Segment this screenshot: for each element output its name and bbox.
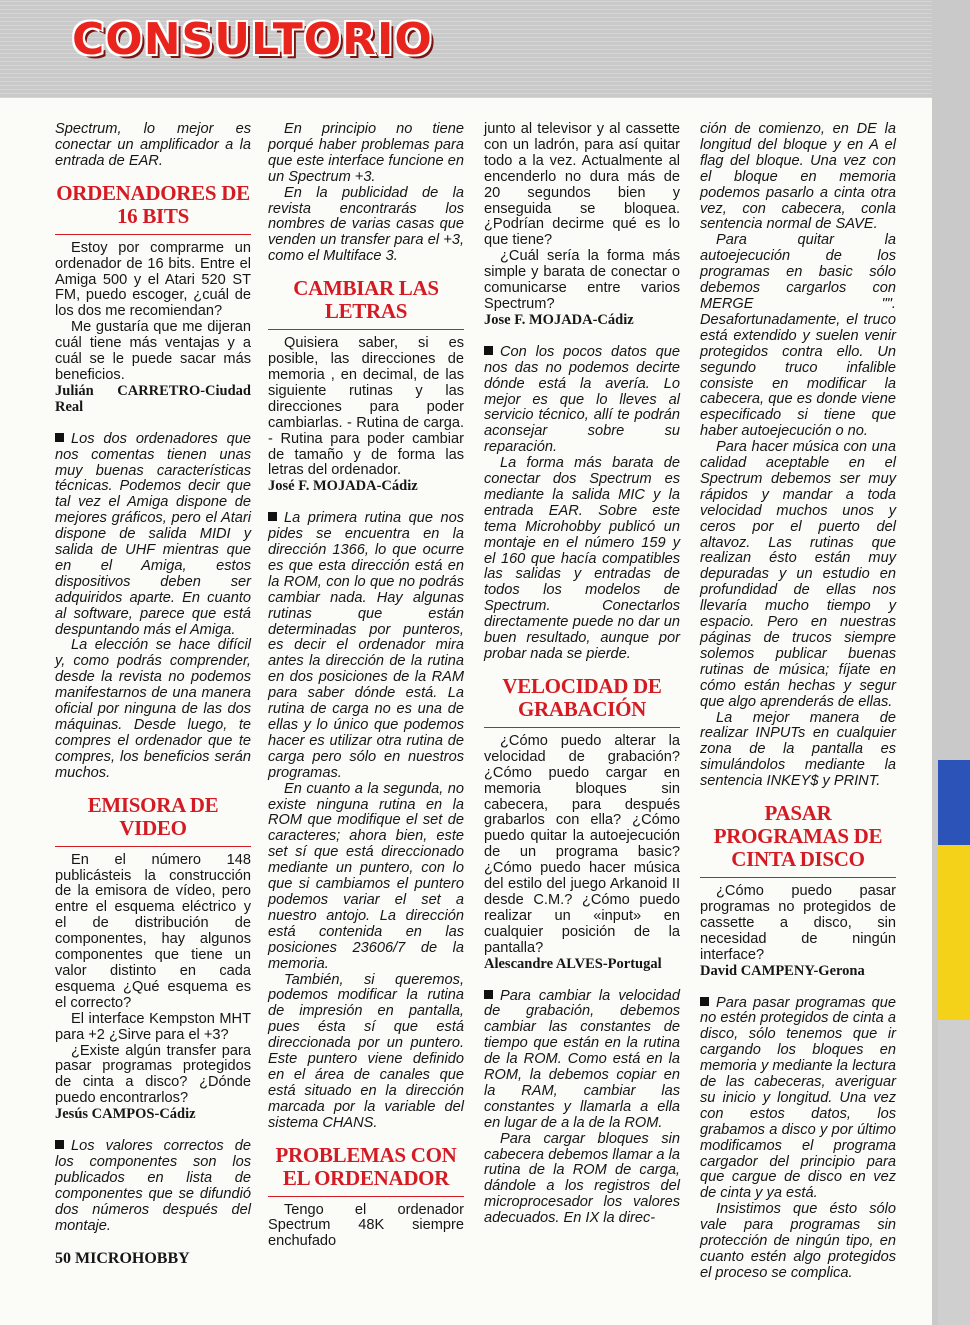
- question-paragraph: ¿Cómo puedo pasar programas no protegidos de cassette a disco, sin necesidad de ningún interface?: [700, 883, 896, 963]
- answer-paragraph: Para hacer música con una calidad aceptable en el Spectrum debemos ser muy rápidos y mandar a toda velocidad muchos unos y ceros por el puerto del altavoz. Las rutinas que realizan ésto están muy depuradas y un estudio en profundidad de ellas nos llevaría mucho tiempo y espacio. Pero en nuestras páginas de trucos siempre solemos publicar buenas rutinas de música; fíjate en cómo están hechas y segur que algo aprenderás de ellas.: [700, 439, 896, 710]
- answer-paragraph: También, si queremos, podemos modificar la rutina de impresión en pantalla, pues ésta sí que está direccionada por un puntero. Este puntero viene definido en el área de canales que está situado en la dirección marcada por la variable del sistema CHANS.: [268, 971, 464, 1131]
- signature: Jose F. MOJADA-Cádiz: [484, 311, 634, 328]
- heading-emisora-video: EMISORA DE VIDEO: [55, 794, 251, 847]
- yellow-band: [938, 845, 970, 1020]
- signature: Jesús CAMPOS-Cádiz: [55, 1106, 196, 1123]
- column-4: [700, 122, 896, 1282]
- answer-paragraph: ción de comienzo, en DE la longitud del bloque y en A el flag del bloque. Una vez con el bloque en memoria podemos pasarlo a cinta otra vez, con cabecera, conla sentencia normal de SAVE.: [700, 121, 896, 233]
- bullet-square-icon: [484, 346, 493, 355]
- question-paragraph: junto al televisor y al cassette con un ladrón, para así quitar todo a la vez. Actualmente al encenderlo no dura más de 20 segundos bien y enseguida se bloquea. ¿Podrían decirme qué es lo que tiene?: [484, 121, 680, 249]
- question-paragraph: El interface Kempston MHT para +2 ¿Sirve para el +3?: [55, 1010, 251, 1043]
- question-paragraph: Tengo el ordenador Spectrum 48K siempre enchufado: [268, 1201, 464, 1250]
- column-2: [268, 122, 464, 1250]
- heading-problemas-ordenador: PROBLEMAS CON EL ORDENADOR: [268, 1144, 464, 1197]
- answer-paragraph: Insistimos que ésto sólo vale para programas sin protección de ningún tipo, en cuanto estén algo protegidos el proceso se complica.: [700, 1201, 896, 1281]
- answer-paragraph: La forma más barata de conectar dos Spectrum es mediante la salida MIC y la entrada EAR. Sobre este tema Microhobby publicó un montaje en el número 159 y el 160 que hacía compatibles las salidas y entradas de todos los modelos de Spectrum. Conectarlos directamente puede no dar un buen resultado, aunque por probar nada se pierde.: [484, 455, 680, 662]
- answer-paragraph: Para cargar bloques sin cabecera debemos llamar a la rutina de la ROM de carga, dándole a los registros del microprocesador los valores adecuados. En IX la direc-: [484, 1130, 680, 1227]
- answer-paragraph: La mejor manera de realizar INPUTs en cualquier zona de la pantalla es simulándolos mediante la sentencia INKEY$ y PRINT.: [700, 709, 896, 790]
- question-paragraph: Estoy por comprarme un ordenador de 16 bits. Entre el Amiga 500 y el Atari 520 ST FM, puedo escoger, ¿cuál de los dos me recomiendan?: [55, 239, 251, 320]
- bullet-square-icon: [55, 1140, 64, 1149]
- grey-band: [938, 1020, 970, 1325]
- bullet-square-icon: [484, 990, 493, 999]
- answer-paragraph: Para pasar programas que no estén protegidos de cinta a disco, sólo tenemos que ir cargando los bloques en memoria y mediante la lectura de las cabeceras, averiguar su inicio y longitud. Una vez con estos datos, los grabamos a disco y por último modificamos el programa cargador del principio para que cargue de disco en vez de cinta y ya está.: [700, 994, 896, 1202]
- signature: Julián CARRETRO-Ciudad Real: [55, 382, 251, 415]
- answer-paragraph: En la publicidad de la revista encontrarás los nombres de varias casas que venden un transfer para el +3, como el Multiface 3.: [268, 184, 464, 265]
- answer-paragraph: Los dos ordenadores que nos comentas tienen unas muy buenas características técnicas. Podemos decir que tal vez el Amiga dispone de mejores gráficos, pero el Atari dispone de salida MIDI y salida de UHF mientras que en el Amiga, estos dispositivos deben ser adquiridos aparte. En cuanto al software, parece que está despuntando más el Amiga.: [55, 430, 251, 638]
- answer-paragraph: Para cambiar la velocidad de grabación, debemos cambiar las constantes de tiempo que están en la rutina de la ROM. Como está en la ROM, la debemos copiar en la RAM, cambiar las constantes y llamarla a ella en lugar de a la de la ROM.: [484, 987, 680, 1131]
- heading-cambiar-letras: CAMBIAR LAS LETRAS: [268, 277, 464, 330]
- column-1: [55, 122, 251, 1234]
- signature: José F. MOJADA-Cádiz: [268, 478, 418, 495]
- page-footer: 50 MICROHOBBY: [55, 1250, 190, 1267]
- answer-paragraph: En principio no tiene porqué haber problemas para que este interface funcione en un Spectrum +3.: [268, 121, 464, 185]
- bullet-square-icon: [700, 997, 709, 1006]
- question-paragraph: ¿Cómo puedo alterar la velocidad de grabación? ¿Cómo puedo cargar en memoria bloques sin cabecera, para después grabarlos con ella? ¿Cómo puedo quitar la autoejecución de un programa basic? ¿Cómo puedo hacer música del estilo del juego Arkanoid II desde C.M.? ¿Cómo puedo realizar un «input» en cualquier posición de la pantalla?: [484, 732, 680, 956]
- column-3: [484, 122, 680, 1227]
- answer-paragraph: Spectrum, lo mejor es conectar un amplificador a la entrada de EAR.: [55, 121, 251, 169]
- blue-band: [938, 760, 970, 848]
- answer-paragraph: Con los pocos datos que nos das no podemos decirte dónde está la avería. Lo mejor es que lo lleves al servicio técnico, allí te podrán aconsejar sobre su reparación.: [484, 343, 680, 456]
- header-banner: [0, 0, 932, 98]
- answer-paragraph: En cuanto a la segunda, no existe ninguna rutina en la ROM que modifique el set de caracteres; ahora bien, este set sí que está direccionado mediante un puntero, con lo que si cambiamos el puntero podemos variar el set a nuestro antojo. La dirección está contenida en las posiciones 23606/7 de la memoria.: [268, 780, 464, 972]
- section-title: CONSULTORIO: [72, 14, 433, 65]
- question-paragraph: ¿Existe algún transfer para pasar programas protegidos de cinta a disco? ¿Dónde puedo encontrarlos?: [55, 1042, 251, 1107]
- answer-paragraph: La elección se hace difícil y, como podrás comprender, desde la revista no podemos manifestarnos de una manera oficial por ninguna de las dos máquinas. Desde luego, te compres el ordenador que te compres, los beneficios serán muchos.: [55, 637, 251, 781]
- signature: David CAMPENY-Gerona: [700, 962, 865, 979]
- answer-paragraph: Los valores correctos de los componentes son los publicados en lista de componentes que se difundió dos números después del montaje.: [55, 1138, 251, 1234]
- heading-pasar-programas: PASAR PROGRAMAS DE CINTA DISCO: [700, 802, 896, 878]
- signature: Alescandre ALVES-Portugal: [484, 955, 662, 972]
- heading-ordenadores-16-bits: ORDENADORES DE 16 BITS: [55, 182, 251, 235]
- heading-velocidad-grabacion: VELOCIDAD DE GRABACIÓN: [484, 675, 680, 728]
- bullet-square-icon: [268, 512, 277, 521]
- question-paragraph: Me gustaría que me dijeran cuál tiene más ventajas y a cuál se le puede sacar más beneficios.: [55, 319, 251, 383]
- question-paragraph: En el número 148 publicásteis la construcción de la emisora de vídeo, pero entre el esquema eléctrico y el de distribución de componentes, hay algunos componentes que tiene un valor distinto en cada esquema ¿Qué esquema es el correcto?: [55, 851, 251, 1011]
- question-paragraph: ¿Cuál sería la forma más simple y barata de conectar o comunicarse entre varios Spectrum?: [484, 248, 680, 312]
- question-paragraph: Quisiera saber, si es posible, las direcciones de memoria , en decimal, de las siguiente rutinas y las direcciones para poder cambiarlas. - Rutina de carga. - Rutina para poder cambiar de tamaño y de forma las letras del ordenador.: [268, 335, 464, 479]
- answer-paragraph: Para quitar la autoejecución de los programas en basic sólo debemos cargarlos con MERGE "". Desafortunadamente, el truco está extendido y suelen venir protegidos contra ello. Un segundo truco infalible consiste en modificar la cabecera, que es donde viene especificado si tiene que haber autoejecución o no.: [700, 232, 896, 440]
- bullet-square-icon: [55, 433, 64, 442]
- answer-paragraph: La primera rutina que nos pides se encuentra en la dirección 1366, lo que ocurre es que esta dirección está en la ROM, con lo que no podrás cambiar nada. Hay algunas rutinas que están determinadas por punteros, es decir el ordenador mira antes la dirección de la rutina en dos posiciones de la RAM para saber dónde está. La rutina de carga no es una de ellas y lo único que podemos hacer es utilizar otra rutina de carga pero sólo en nuestros programas.: [268, 510, 464, 781]
